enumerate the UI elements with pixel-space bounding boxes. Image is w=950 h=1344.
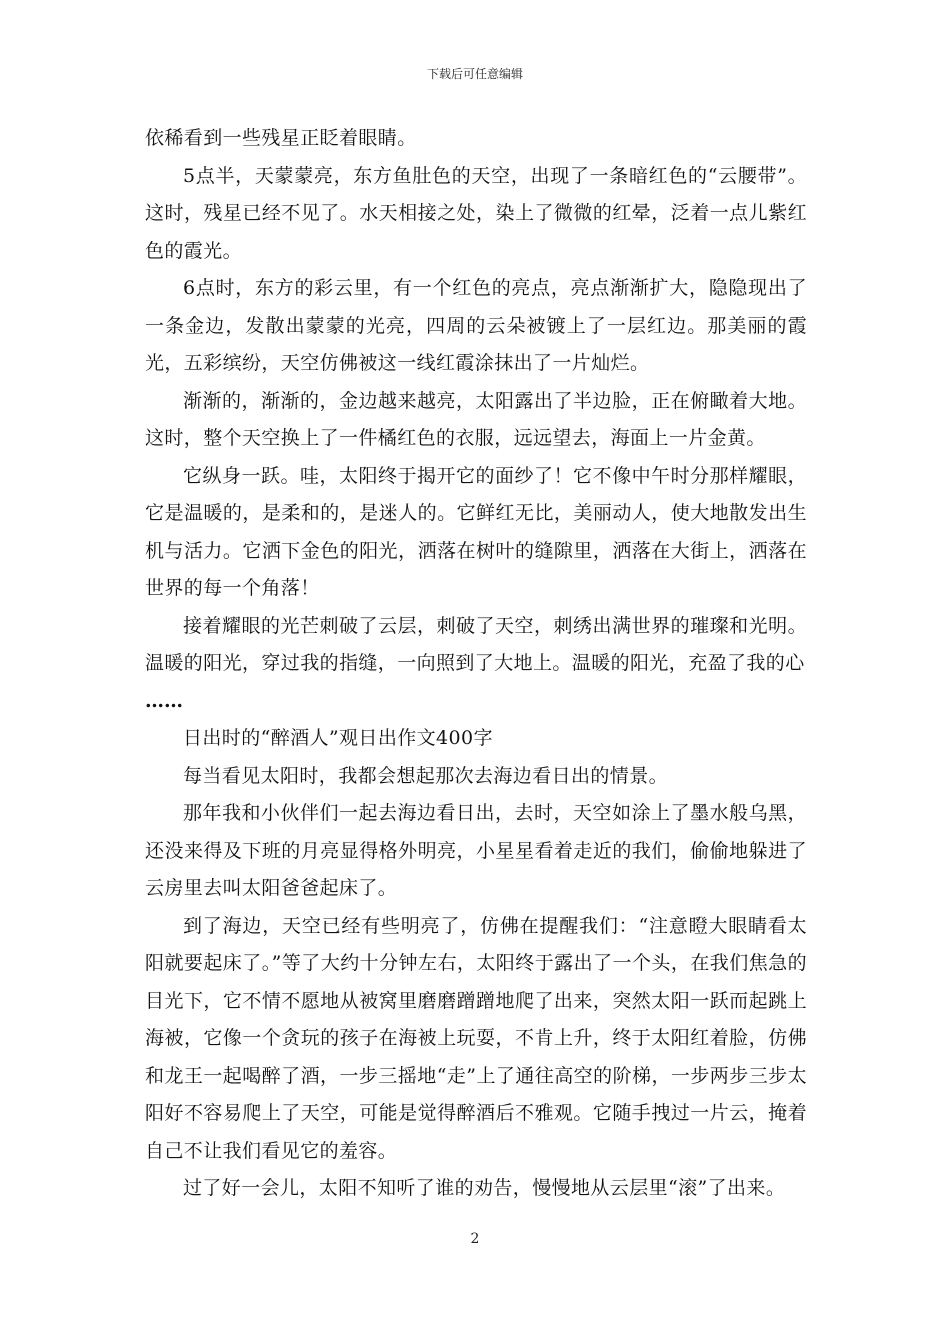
page-number: 2 (470, 1231, 480, 1247)
paragraph-continuation: 依稀看到一些残星正眨着眼睛。 (145, 127, 417, 149)
document-body (145, 120, 807, 1208)
paragraph-at-the-sea: 到了海边，天空已经有些明亮了，仿佛在提醒我们：“注意瞪大眼睛看太阳就要起床了。”等了大约十分钟左右，太阳终于露出了一个头，在我们焦急的目光下，它不情不愿地从被窝里磨磨蹭蹭地爬了出来，突然太阳一跃而起跳上海被，它像一个贪玩的孩子在海被上玩耍，不肯上升，终于太阳红着脸，仿佛和龙王一起喝醉了酒，一步三摇地“走”上了通往高空的阶梯，一步两步三步太阳好不容易爬上了天空，可能是觉得醉酒后不雅观。它随手拽过一片云，掩着自己不让我们看见它的羞容。 (145, 914, 807, 1162)
paragraph-half-past-five: 5点半，天蒙蒙亮，东方鱼肚色的天空，出现了一条暗红色的“云腰带”。这时，残星已经不见了。水天相接之处，染上了微微的红晕，泛着一点儿紫红色的霞光。 (145, 164, 807, 262)
paragraph-after-a-while: 过了好一会儿，太阳不知听了谁的劝告，慢慢地从云层里“滚”了出来。 (183, 1177, 786, 1199)
paragraph-intro: 每当看见太阳时，我都会想起那次去海边看日出的情景。 (183, 764, 669, 787)
paragraph-that-year: 那年我和小伙伴们一起去海边看日出，去时，天空如涂上了墨水般乌黑，还没来得及下班的月亮显得格外明亮，小星星看着走近的我们，偷偷地躲进了云房里去叫太阳爸爸起床了。 (145, 802, 807, 899)
paragraph-warm-sunlight: 接着耀眼的光芒刺破了云层，刺破了天空，刺绣出满世界的璀璨和光明。温暖的阳光，穿过我的指缝，一向照到了大地上。温暖的阳光，充盈了我的心 (145, 614, 807, 674)
paragraph-golden-edge: 渐渐的，渐渐的，金边越来越亮，太阳露出了半边脸，正在俯瞰着大地。这时，整个天空换上了一件橘红色的衣服，远远望去，海面上一片金黄。 (145, 389, 807, 449)
essay-title: 日出时的“醉酒人”观日出作文400字 (183, 727, 493, 749)
page-header: 下载后可任意编辑 (426, 67, 523, 81)
paragraph-six-oclock: 6点时，东方的彩云里，有一个红色的亮点，亮点渐渐扩大，隐隐现出了一条金边，发散出蒙蒙的光亮，四周的云朵被镀上了一层红边。那美丽的霞光，五彩缤纷，天空仿佛被这一线红霞涂抹出了一片灿烂。 (145, 277, 807, 374)
paragraph-sun-leaps: 它纵身一跃。哇，太阳终于揭开它的面纱了！它不像中午时分那样耀眼，它是温暖的，是柔和的，是迷人的。它鲜红无比，美丽动人，使大地散发出生机与活力。它洒下金色的阳光，洒落在树叶的缝隙里，洒落在大街上，洒落在世界的每一个角落！ (145, 464, 807, 599)
paragraph-ellipsis: …… (145, 689, 183, 712)
